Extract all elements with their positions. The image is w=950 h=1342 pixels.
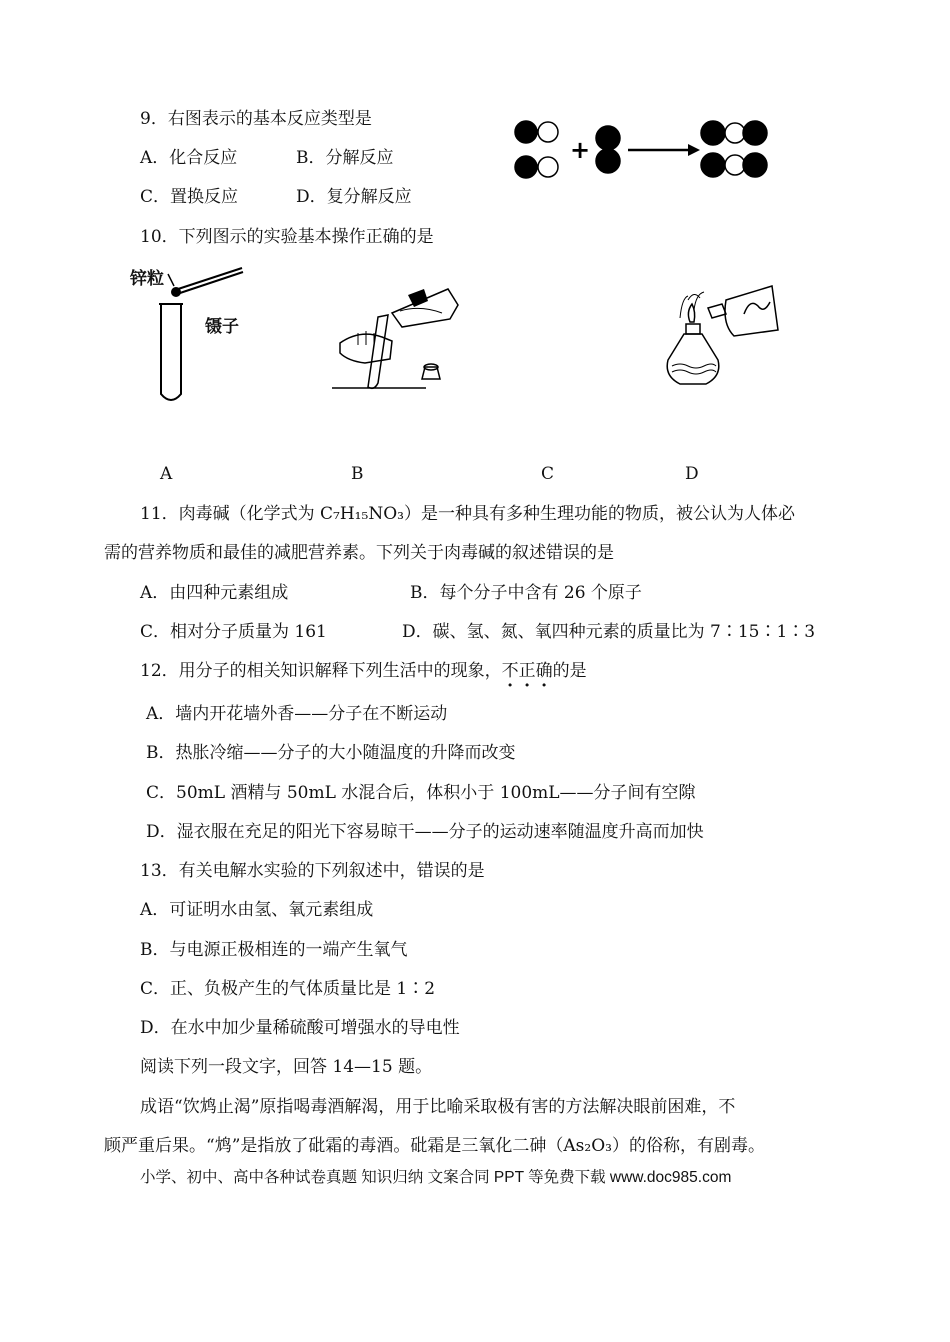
reading-paragraph-line-1: 成语“饮鸩止渴”原指喝毒酒解渴，用于比喻采取极有害的方法解决眼前困难，不: [140, 1097, 736, 1117]
q9-option-a: A．化合反应: [140, 148, 238, 168]
q10-choice-c: C: [541, 464, 555, 484]
q11-option-a: A．由四种元素组成: [140, 583, 289, 603]
q11-option-b: B．每个分子中含有 26 个原子: [410, 583, 642, 603]
q10-choice-a: A: [160, 464, 173, 484]
q12-option-b: B．热胀冷缩——分子的大小随温度的升降而改变: [146, 743, 516, 763]
q10-stem: 10．下列图示的实验基本操作正确的是: [140, 227, 434, 247]
q13-option-d: D．在水中加少量稀硫酸可增强水的导电性: [140, 1018, 460, 1038]
q11-option-c: C．相对分子质量为 161: [140, 622, 327, 642]
q9-stem: 9．右图表示的基本反应类型是: [140, 109, 372, 129]
q13-option-b: B．与电源正极相连的一端产生氧气: [140, 940, 408, 960]
figure-b-pour-liquid: [330, 283, 480, 393]
q9-option-c: C．置换反应: [140, 187, 239, 207]
label-zinc-granule: 锌粒: [130, 269, 164, 289]
label-tweezers: 镊子: [205, 317, 239, 337]
q12-option-c: C．50mL 酒精与 50mL 水混合后，体积小于 100mL——分子间有空隙: [146, 783, 696, 803]
q11-option-d: D．碳、氢、氮、氧四种元素的质量比为 7∶15∶1∶3: [402, 622, 816, 642]
figure-a-zinc-tube: [150, 262, 250, 407]
q12-stem-pre: 12．用分子的相关知识解释下列生活中的现象，: [140, 661, 502, 681]
q9-option-b: B．分解反应: [296, 148, 394, 168]
q10-choice-b: B: [351, 464, 364, 484]
q9-option-d: D．复分解反应: [296, 187, 412, 207]
q10-choice-d: D: [685, 464, 699, 484]
reaction-diagram: [510, 115, 770, 185]
footer-download-notice: 小学、初中、高中各种试卷真题 知识归纳 文案合同 PPT 等免费下载 www.doc985.com: [140, 1169, 732, 1186]
svg-text:+: +: [570, 136, 591, 164]
figure-c: [500, 283, 620, 393]
q12-option-d: D．湿衣服在充足的阳光下容易晾干——分子的运动速率随温度升高而加快: [146, 822, 704, 842]
q12-option-a: A．墙内开花墙外香——分子在不断运动: [146, 704, 448, 724]
q13-option-c: C．正、负极产生的气体质量比是 1∶2: [140, 979, 436, 999]
q12-emphasis-char: 确: [535, 661, 553, 681]
q11-line-1: 11．肉毒碱（化学式为 C₇H₁₅NO₃）是一种具有多种生理功能的物质，被公认为人体必: [140, 504, 795, 524]
q12-emphasis-char: 正: [518, 661, 536, 681]
q12-emphasis-char: 不: [501, 661, 519, 681]
q11-line-2: 需的营养物质和最佳的减肥营养素。下列关于肉毒碱的叙述错误的是: [104, 543, 614, 563]
q12-stem: [140, 660, 587, 682]
q13-option-a: A．可证明水由氢、氧元素组成: [140, 900, 374, 920]
q13-stem: 13．有关电解水实验的下列叙述中，错误的是: [140, 861, 485, 881]
reading-intro: 阅读下列一段文字，回答 14—15 题。: [140, 1057, 433, 1077]
reading-paragraph-line-2: 顾严重后果。“鸩”是指放了砒霜的毒酒。砒霜是三氧化二砷（As₂O₃）的俗称，有剧毒。: [104, 1136, 765, 1156]
q12-stem-post: 的是: [552, 661, 587, 681]
figure-d-alcohol-lamp: [660, 280, 785, 390]
